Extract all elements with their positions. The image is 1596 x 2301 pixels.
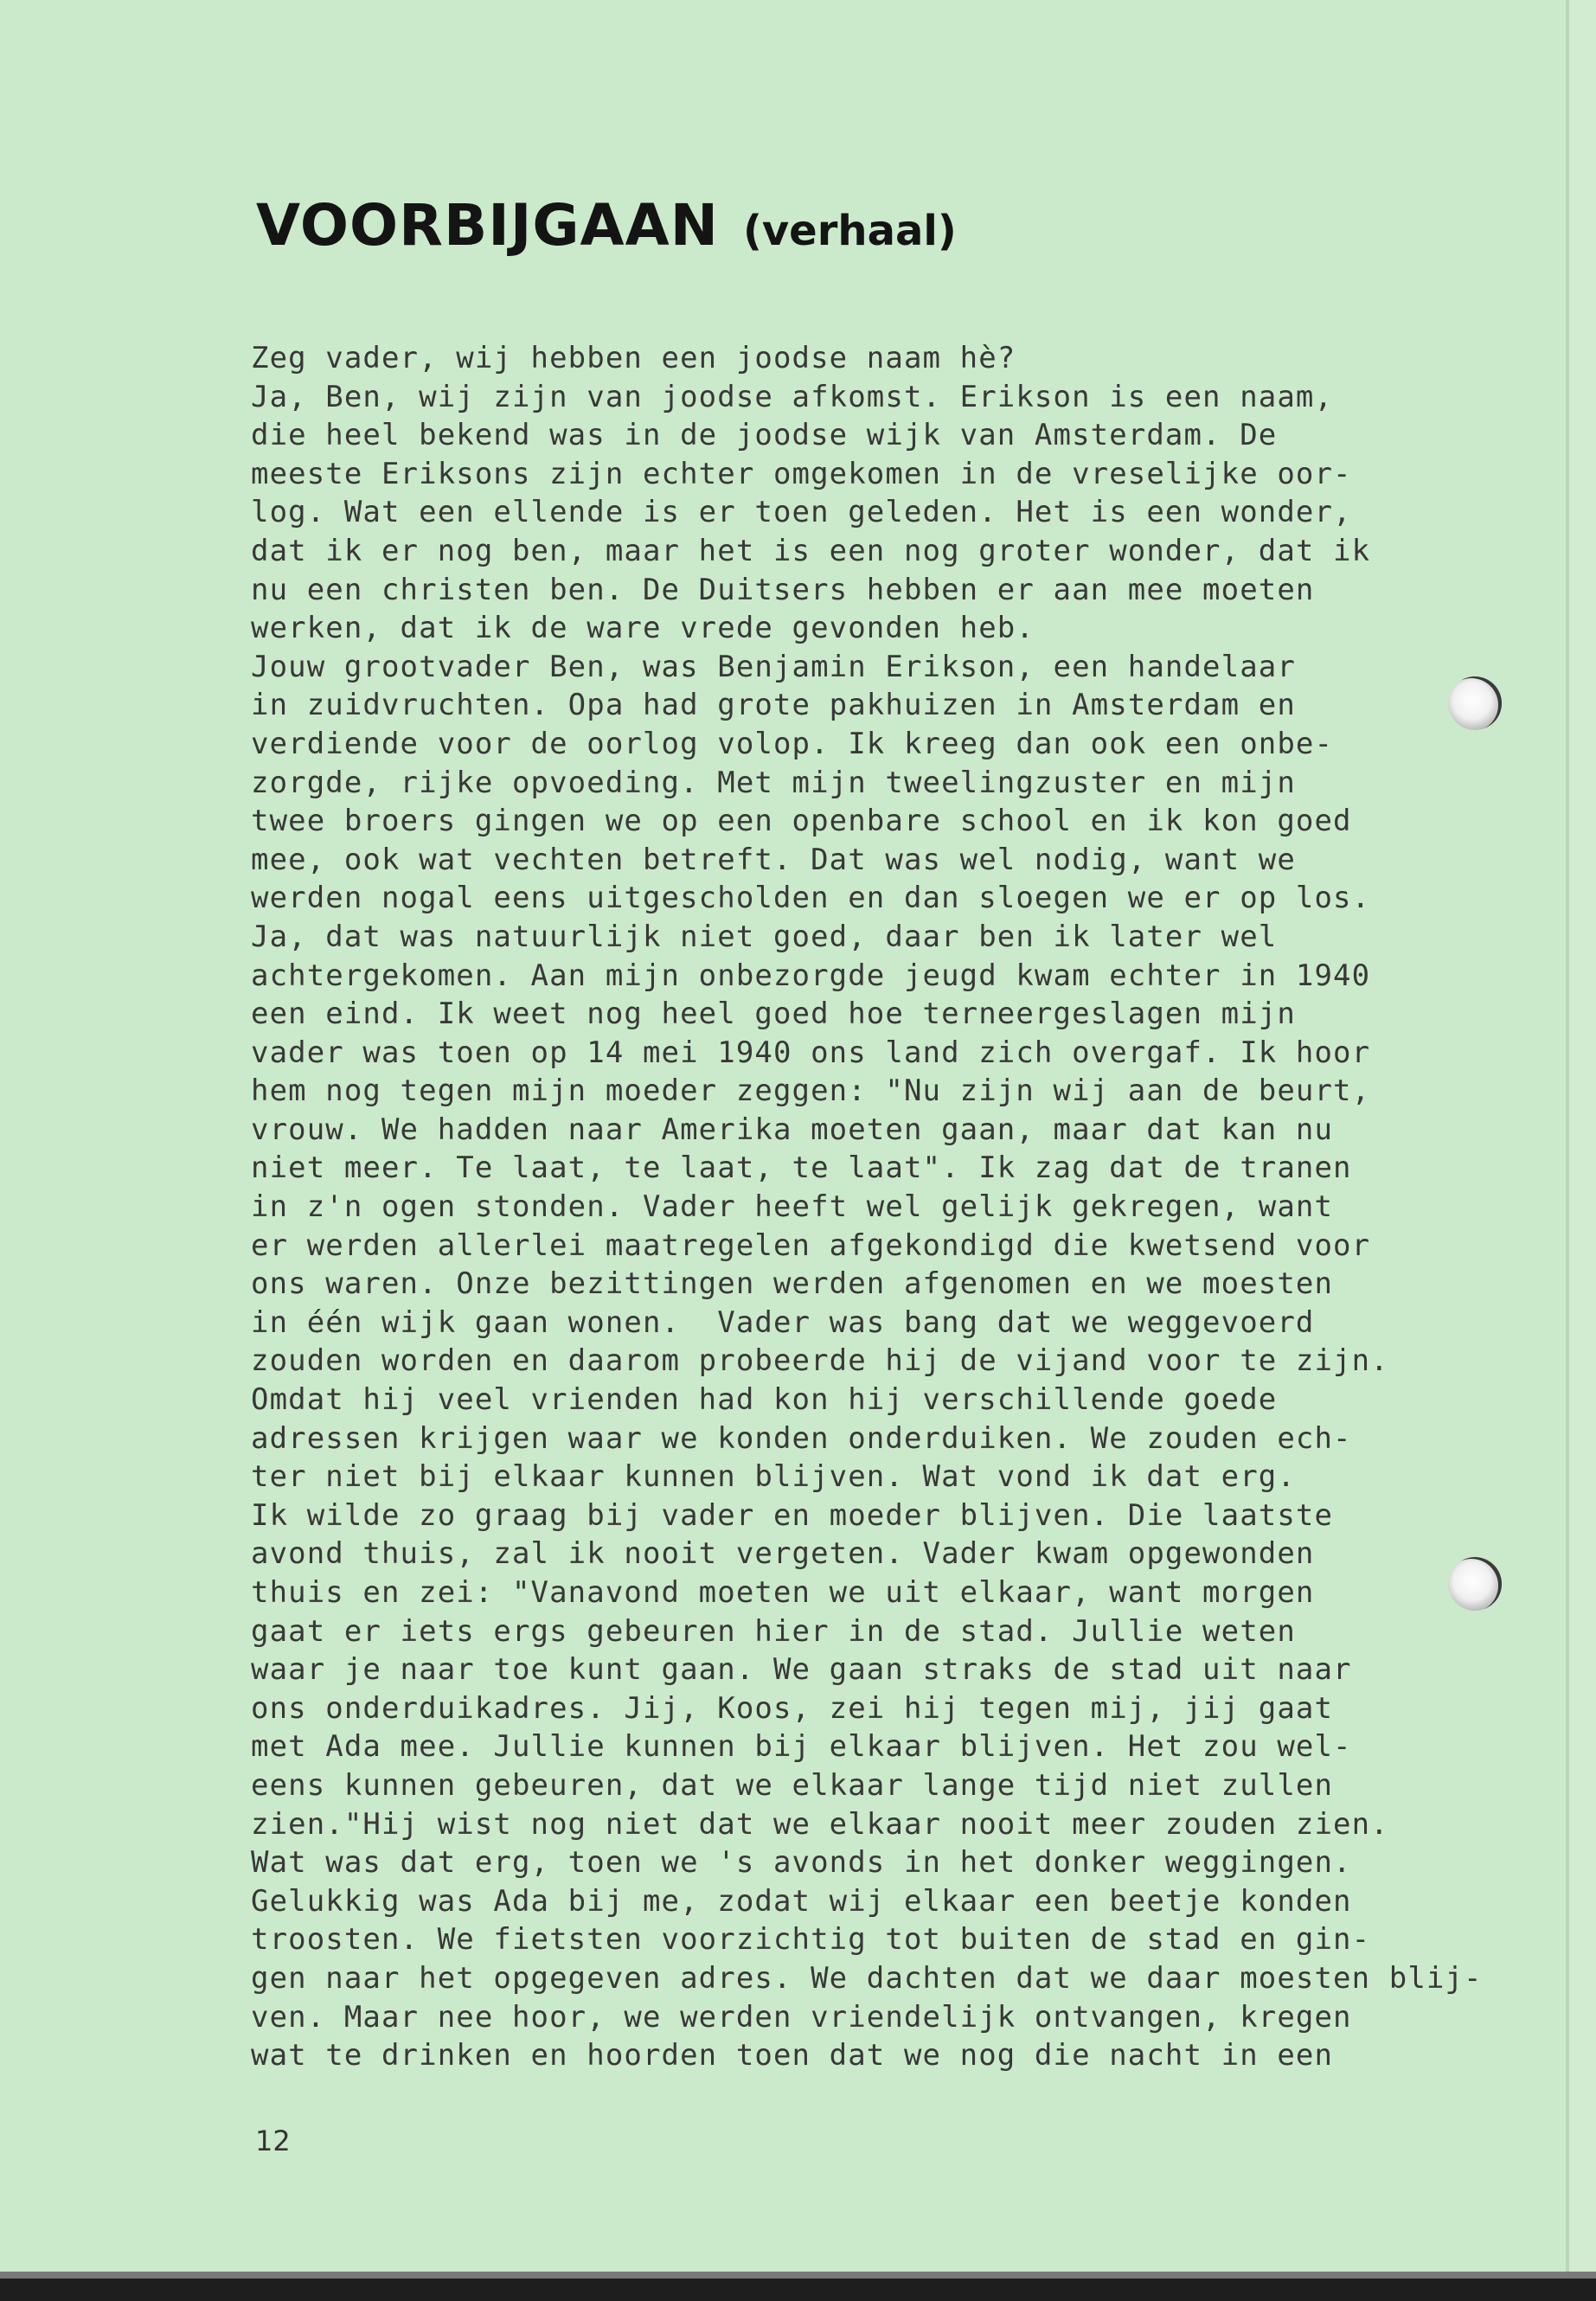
- text-line: niet meer. Te laat, te laat, te laat". Ik zag dat de tranen: [251, 1150, 1352, 1186]
- text-line: ons waren. Onze bezittingen werden afgenomen en we moesten: [251, 1266, 1334, 1302]
- text-line: zouden worden en daarom probeerde hij de vijand voor te zijn.: [251, 1343, 1389, 1379]
- text-line: Ja, Ben, wij zijn van joodse afkomst. Erikson is een naam,: [251, 379, 1334, 414]
- text-line: mee, ook wat vechten betreft. Dat was wel nodig, want we: [251, 842, 1296, 877]
- punch-hole-bottom: [1448, 1557, 1502, 1611]
- text-line: Omdat hij veel vrienden had kon hij verschillende goede: [251, 1382, 1278, 1418]
- text-line: werden nogal eens uitgescholden en dan sloegen we er op los.: [251, 881, 1371, 916]
- text-line: Gelukkig was Ada bij me, zodat wij elkaar een beetje konden: [251, 1883, 1352, 1919]
- text-line: vrouw. We hadden naar Amerika moeten gaan, maar dat kan nu: [251, 1112, 1334, 1147]
- text-line: twee broers gingen we op een openbare school en ik kon goed: [251, 804, 1352, 839]
- page-edge-strip: [1566, 0, 1596, 2301]
- text-line: zien."Hij wist nog niet dat we elkaar nooit meer zouden zien.: [251, 1806, 1389, 1842]
- text-line: meeste Eriksons zijn echter omgekomen in de vreselijke oor-: [251, 456, 1352, 491]
- text-line: in zuidvruchten. Opa had grote pakhuizen in Amsterdam en: [251, 688, 1296, 723]
- text-line: eens kunnen gebeuren, dat we elkaar lange tijd niet zullen: [251, 1767, 1334, 1803]
- text-line: Zeg vader, wij hebben een joodse naam hè?: [251, 341, 1016, 375]
- punch-hole-top: [1448, 676, 1502, 730]
- text-line: werken, dat ik de ware vrede gevonden heb.: [251, 611, 1035, 646]
- text-line: troosten. We fietsten voorzichtig tot buiten de stad en gin-: [251, 1922, 1371, 1958]
- text-line: gaat er iets ergs gebeuren hier in de stad. Jullie weten: [251, 1613, 1296, 1649]
- text-line: in z'n ogen stonden. Vader heeft wel gelijk gekregen, want: [251, 1189, 1334, 1225]
- text-line: zorgde, rijke opvoeding. Met mijn tweelingzuster en mijn: [251, 765, 1296, 800]
- text-line: in één wijk gaan wonen. Vader was bang dat we weggevoerd: [251, 1304, 1315, 1340]
- text-line: log. Wat een ellende is er toen geleden. Het is een wonder,: [251, 495, 1352, 530]
- text-line: vader was toen op 14 mei 1940 ons land zich overgaf. Ik hoor: [251, 1035, 1371, 1070]
- text-line: Jouw grootvader Ben, was Benjamin Erikson, een handelaar: [251, 649, 1296, 684]
- text-line: Ik wilde zo graag bij vader en moeder blijven. Die laatste: [251, 1497, 1334, 1533]
- text-line: avond thuis, zal ik nooit vergeten. Vader kwam opgewonden: [251, 1536, 1315, 1572]
- text-line: thuis en zei: "Vanavond moeten we uit elkaar, want morgen: [251, 1575, 1315, 1610]
- text-line: Ja, dat was natuurlijk niet goed, daar ben ik later wel: [251, 919, 1278, 954]
- text-line: achtergekomen. Aan mijn onbezorgde jeugd kwam echter in 1940: [251, 958, 1371, 993]
- text-line: een eind. Ik weet nog heel goed hoe terneergeslagen mijn: [251, 997, 1296, 1032]
- page-number: 12: [255, 2125, 291, 2157]
- text-line: wat te drinken en hoorden toen dat we nog die nacht in een: [251, 2038, 1334, 2073]
- text-line: adressen krijgen waar we konden onderduiken. We zouden ech-: [251, 1420, 1352, 1456]
- text-line: ons onderduikadres. Jij, Koos, zei hij tegen mij, jij gaat: [251, 1690, 1334, 1726]
- text-line: hem nog tegen mijn moeder zeggen: "Nu zijn wij aan de beurt,: [251, 1074, 1371, 1109]
- story-text: [251, 339, 1483, 2075]
- story-title: [256, 192, 957, 259]
- text-line: dat ik er nog ben, maar het is een nog groter wonder, dat ik: [251, 533, 1371, 568]
- title-main: VOORBIJGAAN: [256, 192, 719, 259]
- text-line: met Ada mee. Jullie kunnen bij elkaar blijven. Het zou wel-: [251, 1729, 1352, 1765]
- text-line: die heel bekend was in de joodse wijk van Amsterdam. De: [251, 418, 1278, 453]
- text-line: verdiende voor de oorlog volop. Ik kreeg dan ook een onbe-: [251, 726, 1334, 761]
- text-line: nu een christen ben. De Duitsers hebben er aan mee moeten: [251, 572, 1315, 607]
- title-suffix: (verhaal): [742, 207, 957, 255]
- scan-bottom-edge: [0, 2272, 1596, 2301]
- text-line: ven. Maar nee hoor, we werden vriendelijk ontvangen, kregen: [251, 1999, 1352, 2035]
- text-line: ter niet bij elkaar kunnen blijven. Wat vond ik dat erg.: [251, 1459, 1296, 1495]
- text-line: waar je naar toe kunt gaan. We gaan straks de stad uit naar: [251, 1652, 1352, 1688]
- text-line: gen naar het opgegeven adres. We dachten dat we daar moesten blij-: [251, 1960, 1483, 1996]
- text-line: Wat was dat erg, toen we 's avonds in het donker weggingen.: [251, 1845, 1352, 1881]
- text-line: er werden allerlei maatregelen afgekondigd die kwetsend voor: [251, 1227, 1371, 1263]
